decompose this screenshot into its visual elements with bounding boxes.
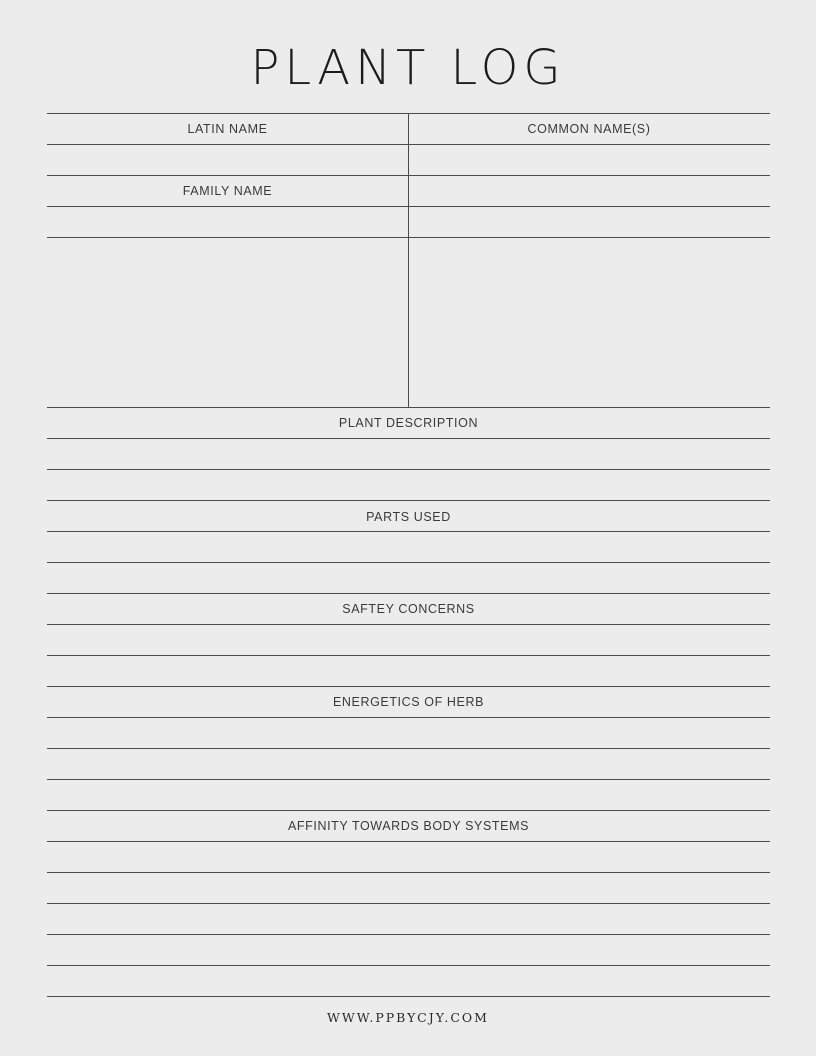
right-notes-area[interactable] (409, 238, 770, 406)
common-name-field-3[interactable] (409, 207, 770, 237)
common-names-label: COMMON NAME(S) (527, 122, 651, 136)
safety-concerns-label: SAFTEY CONCERNS (342, 602, 475, 616)
left-notes-area[interactable] (47, 238, 408, 406)
energetics-line-3[interactable] (47, 780, 770, 810)
affinity-label: AFFINITY TOWARDS BODY SYSTEMS (287, 819, 530, 833)
plant-description-line-1[interactable] (47, 439, 770, 469)
energetics-line-2[interactable] (47, 749, 770, 779)
family-name-label: FAMILY NAME (182, 184, 273, 198)
parts-used-label: PARTS USED (366, 510, 451, 524)
affinity-line-3[interactable] (47, 904, 770, 934)
affinity-line-2[interactable] (47, 873, 770, 903)
affinity-line-5[interactable] (47, 966, 770, 996)
divider (47, 500, 770, 501)
affinity-line-1[interactable] (47, 842, 770, 872)
family-name-field[interactable] (47, 207, 408, 237)
plant-description-label: PLANT DESCRIPTION (338, 416, 479, 430)
safety-concerns-line-1[interactable] (47, 625, 770, 655)
divider (47, 593, 770, 594)
energetics-label: ENERGETICS OF HERB (332, 695, 485, 709)
latin-name-field[interactable] (47, 145, 408, 175)
common-name-field-2[interactable] (409, 176, 770, 206)
parts-used-line-1[interactable] (47, 532, 770, 562)
plant-description-line-2[interactable] (47, 470, 770, 500)
footer-website: WWW.PPBYCJY.COM (327, 1010, 489, 1025)
energetics-line-1[interactable] (47, 718, 770, 748)
affinity-line-4[interactable] (47, 935, 770, 965)
parts-used-line-2[interactable] (47, 563, 770, 593)
common-name-field-1[interactable] (409, 145, 770, 175)
divider (47, 407, 770, 408)
safety-concerns-line-2[interactable] (47, 656, 770, 686)
divider (47, 686, 770, 687)
divider (47, 810, 770, 811)
latin-name-label: LATIN NAME (187, 122, 268, 136)
divider (47, 996, 770, 997)
page-title: PLANT LOG (250, 40, 566, 96)
